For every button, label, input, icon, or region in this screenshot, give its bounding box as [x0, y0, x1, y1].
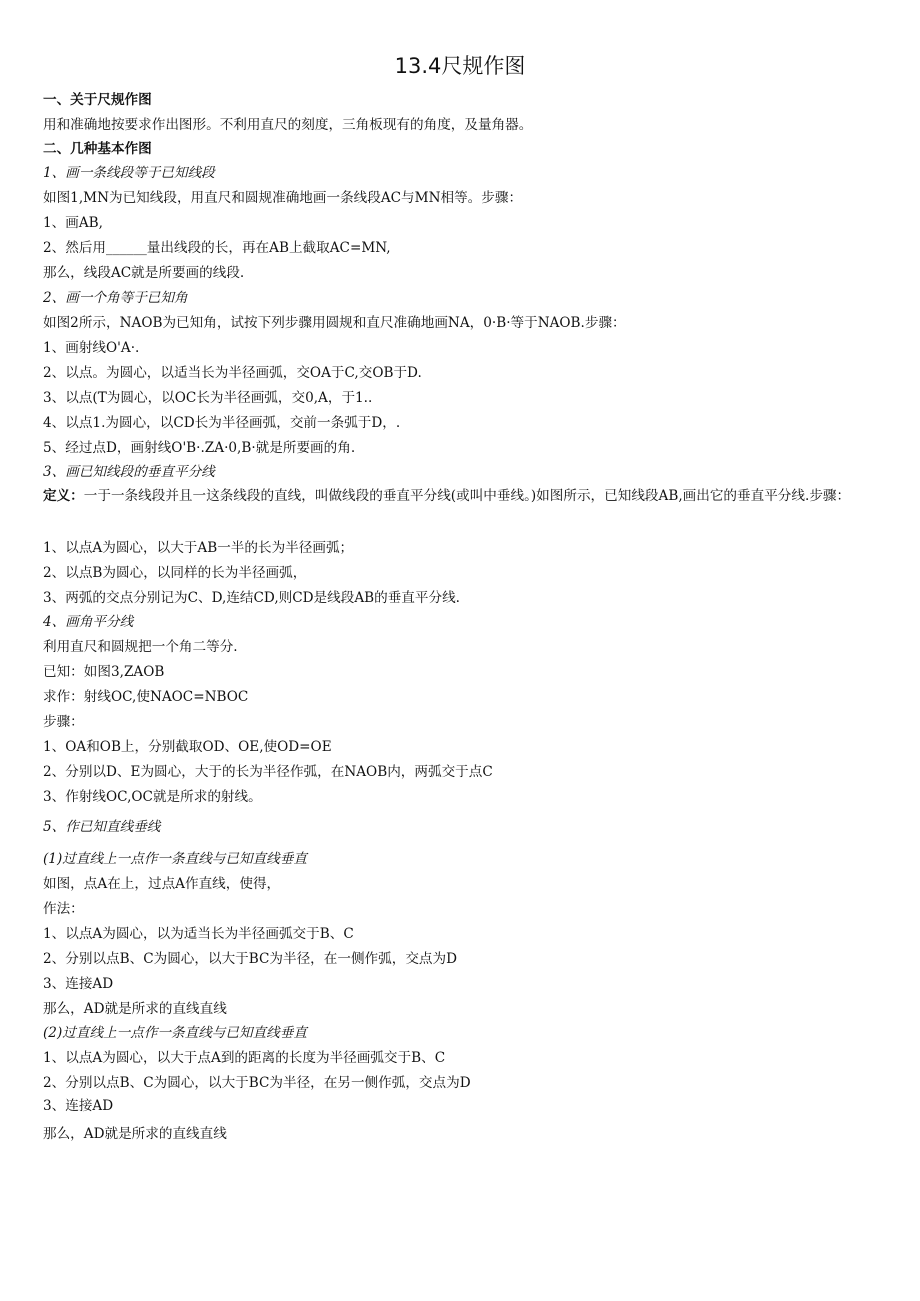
- text-line: 如图，点A在上，过点A作直线，使得，: [43, 876, 281, 892]
- text-line: 1、画AB,: [43, 215, 103, 231]
- text-line: 2、以点。为圆心，以适当长为半径画弧，交OA于C,交OB于D.: [43, 365, 422, 381]
- text-line: 1、以点A为圆心，以大于AB一半的长为半径画弧；: [43, 540, 354, 556]
- text-line: 3、两弧的交点分别记为C、D,连结CD,则CD是线段AB的垂直平分线.: [43, 590, 461, 606]
- text-line: 如图2所示，NAOB为已知角，试按下列步骤用圆规和直尺准确地画NA，0·B·等于NAOB.步骤：: [43, 315, 626, 331]
- text-line: 3、以点(T为圆心，以OC长为半径画弧，交0,A，于1..: [43, 390, 373, 406]
- text-line: 那么，AD就是所求的直线直线: [43, 1001, 227, 1017]
- text-line: 那么，AD就是所求的直线直线: [43, 1126, 227, 1142]
- subsection-heading: 4、画角平分线: [43, 614, 134, 630]
- text-line: 4、以点1.为圆心，以CD长为半径画弧，交前一条弧于D，.: [43, 415, 401, 431]
- section-heading-1: 一、关于尺规作图: [43, 92, 152, 108]
- text-line: 1、画射线O'A·.: [43, 340, 140, 356]
- text-line: 1、以点A为圆心，以大于点A到的距离的长度为半径画弧交于B、C: [43, 1050, 446, 1066]
- subsection-heading: 3、画已知线段的垂直平分线: [43, 464, 215, 480]
- text-line: 3、作射线OC,OC就是所求的射线。: [43, 789, 262, 805]
- text-line: 2、分别以D、E为圆心，大于的长为半径作弧，在NAOB内，两弧交于点C: [43, 764, 493, 780]
- text-line: 用和准确地按要求作出图形。不利用直尺的刻度，三角板现有的角度，及量角器。: [43, 117, 533, 133]
- text-line: 已知：如图3,ZAOB: [43, 664, 165, 680]
- text-line: 2、然后用______量出线段的长，再在AB上截取AC=MN,: [43, 240, 391, 256]
- text-line: 2、分别以点B、C为圆心，以大于BC为半径，在另一侧作弧，交点为D: [43, 1075, 471, 1091]
- subsection-heading: 5、作已知直线垂线: [43, 819, 161, 835]
- definition-text: 一于一条线段并且一这条线段的直线，叫做线段的垂直平分线(或叫中垂线。)如图所示，已知线段AB,画出它的垂直平分线.步骤：: [83, 488, 851, 504]
- text-line: 求作：射线OC,使NAOC=NBOC: [43, 689, 249, 705]
- text-line: 作法：: [43, 901, 84, 917]
- subsection-heading: 1、画一条线段等于已知线段: [43, 165, 215, 181]
- text-line: 利用直尺和圆规把一个角二等分.: [43, 639, 238, 655]
- text-line: 那么，线段AC就是所要画的线段.: [43, 265, 245, 281]
- text-line: 2、分别以点B、C为圆心，以大于BC为半径，在一侧作弧，交点为D: [43, 951, 458, 967]
- section-heading-2: 二、几种基本作图: [43, 141, 152, 157]
- text-line: 2、以点B为圆心，以同样的长为半径画弧，: [43, 565, 307, 581]
- text-line: 3、连接AD: [43, 976, 114, 992]
- text-line: 1、以点A为圆心，以为适当长为半径画弧交于B、C: [43, 926, 354, 942]
- page-title: 13.4尺规作图: [394, 54, 526, 78]
- text-line: 步骤：: [43, 714, 84, 730]
- text-line: 5、经过点D，画射线O'B·.ZA·0,B·就是所要画的角.: [43, 440, 356, 456]
- subsection-heading: 2、画一个角等于已知角: [43, 290, 188, 306]
- text-line: 如图1,MN为已知线段，用直尺和圆规准确地画一条线段AC与MN相等。步骤：: [43, 190, 523, 206]
- text-line: 1、OA和OB上，分别截取OD、OE,使OD=OE: [43, 739, 332, 755]
- text-line: 3、连接AD: [43, 1098, 114, 1114]
- definition-paragraph: [43, 484, 873, 509]
- definition-label: 定义：: [43, 488, 84, 504]
- subsection-heading: (2)过直线上一点作一条直线与已知直线垂直: [43, 1025, 307, 1041]
- subsection-heading: (1)过直线上一点作一条直线与已知直线垂直: [43, 851, 307, 867]
